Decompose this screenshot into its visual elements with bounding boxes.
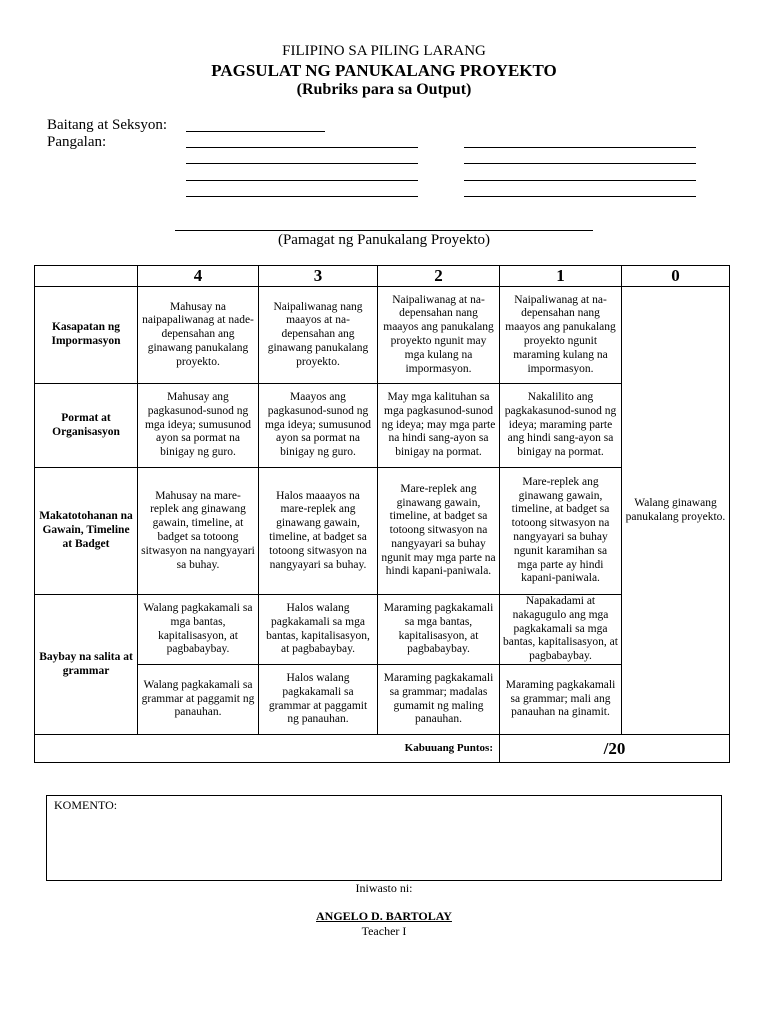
score-header-1: 1 xyxy=(500,266,622,287)
name-line-1[interactable] xyxy=(186,147,418,148)
rubric-cell: Maraming pagkakamali sa grammar; mali ang panauhan na ginamit. xyxy=(500,665,622,735)
score-header-4: 4 xyxy=(138,266,259,287)
rubric-cell: Mahusay na mare-replek ang ginawang gawain, timeline, at badget sa totoong sitwasyon na nangyayari sa buhay. xyxy=(138,468,259,595)
score-header-row xyxy=(35,266,730,287)
rubric-cell: Walang pagkakamali sa grammar at paggamit ng panauhan. xyxy=(138,665,259,735)
komento-label: KOMENTO: xyxy=(54,798,118,812)
zero-score-cell: Walang ginawang panukalang proyekto. xyxy=(622,287,730,735)
name-line-5[interactable] xyxy=(464,147,696,148)
rubric-cell: Halos maaayos na mare-replek ang ginawang gawain, timeline, at badget sa totoong sitwasyon na nangyayari sa buhay. xyxy=(259,468,378,595)
rubric-cell: Walang pagkakamali sa mga bantas, kapitalisasyon, at pagbabaybay. xyxy=(138,595,259,665)
rubric-cell: Naipaliwanag nang maayos at na-depensahan ang ginawang panukalang proyekto. xyxy=(259,287,378,384)
grade-section-label: Baitang at Seksyon: xyxy=(47,117,167,133)
rubric-cell: Mahusay ang pagkasunod-sunod ng mga ideya; sumusunod ayon sa pormat na binigay ng guro. xyxy=(138,384,259,468)
name-line-3[interactable] xyxy=(186,180,418,181)
rubric-cell: Mare-replek ang ginawang gawain, timeline, at badget sa totoong sitwasyon na nangyayari sa buhay ngunit may mga parte na hindi kapani-paniwala. xyxy=(378,468,500,595)
criterion-cell: Kasapatan ng Impormasyon xyxy=(35,287,138,384)
komento-box[interactable] xyxy=(46,795,722,881)
score-header-0: 0 xyxy=(622,266,730,287)
rubric-cell: Naipaliwanag at na-depensahan nang maayos ang panukalang proyekto ngunit maraming kulang na impormasyon. xyxy=(500,287,622,384)
total-value: /20 xyxy=(500,735,730,763)
criterion-cell: Makatotohanan na Gawain, Timeline at Badget xyxy=(35,468,138,595)
rubric-cell: Nakalilito ang pagkakasunod-sunod ng ideya; maraming parte ang hindi sang-ayon sa binigay na pormat. xyxy=(500,384,622,468)
name-line-6[interactable] xyxy=(464,163,696,164)
total-row xyxy=(35,735,730,763)
total-label: Kabuuang Puntos: xyxy=(35,735,500,763)
name-line-4[interactable] xyxy=(186,196,418,197)
rubric-cell: Halos walang pagkakamali sa mga bantas, kapitalisasyon, at pagbabaybay. xyxy=(259,595,378,665)
rubric-cell: Maraming pagkakamali sa grammar; madalas gumamit ng maling panauhan. xyxy=(378,665,500,735)
name-label: Pangalan: xyxy=(47,134,107,150)
rubric-cell: May mga kalituhan sa mga pagkasunod-sunod ng ideya; may mga parte na hindi sang-ayon sa binigay na pormat. xyxy=(378,384,500,468)
name-line-8[interactable] xyxy=(464,196,696,197)
document-subtitle: (Rubriks para sa Output) xyxy=(296,81,472,98)
rubric-table xyxy=(34,265,730,763)
teacher-title: Teacher I xyxy=(361,924,407,938)
rubric-cell: Mahusay na naipapaliwanag at nade-depensahan ang ginawang panukalang proyekto. xyxy=(138,287,259,384)
name-line-2[interactable] xyxy=(186,163,418,164)
criterion-cell: Baybay na salita at grammar xyxy=(35,595,138,735)
rubric-cell: Napakadami at nakagugulo ang mga pagkakamali sa mga bantas, kapitalisasyon, at pagbabaybay. xyxy=(500,595,622,665)
rubric-cell: Halos walang pagkakamali sa grammar at paggamit ng panauhan. xyxy=(259,665,378,735)
score-header-3: 3 xyxy=(259,266,378,287)
document-title: PAGSULAT NG PANUKALANG PROYEKTO xyxy=(211,61,557,80)
name-line-7[interactable] xyxy=(464,180,696,181)
checked-by-label: Iniwasto ni: xyxy=(355,881,413,895)
rubric-cell: Maraming pagkakamali sa mga bantas, kapitalisasyon, at pagbabaybay. xyxy=(378,595,500,665)
rubric-cell: Maayos ang pagkasunod-sunod ng mga ideya; sumusunod ayon sa pormat na binigay ng guro. xyxy=(259,384,378,468)
criteria-header-cell xyxy=(35,266,138,287)
teacher-name: ANGELO D. BARTOLAY xyxy=(316,909,452,923)
grade-section-line[interactable] xyxy=(186,131,325,132)
project-title-line[interactable] xyxy=(175,230,593,231)
rubric-cell: Naipaliwanag at na-depensahan nang maayos ang panukalang proyekto ngunit may mga kulang na impormasyon. xyxy=(378,287,500,384)
project-title-caption: (Pamagat ng Panukalang Proyekto) xyxy=(277,232,491,248)
subject-heading: FILIPINO SA PILING LARANG xyxy=(282,43,486,59)
rubric-cell: Mare-replek ang ginawang gawain, timeline, at badget sa totoong sitwasyon na nangyayari sa buhay ngunit karamihan sa mga parte ay hindi kapani-paniwala. xyxy=(500,468,622,595)
score-header-2: 2 xyxy=(378,266,500,287)
criterion-cell: Pormat at Organisasyon xyxy=(35,384,138,468)
rubric-row-kasapatan xyxy=(35,287,730,384)
